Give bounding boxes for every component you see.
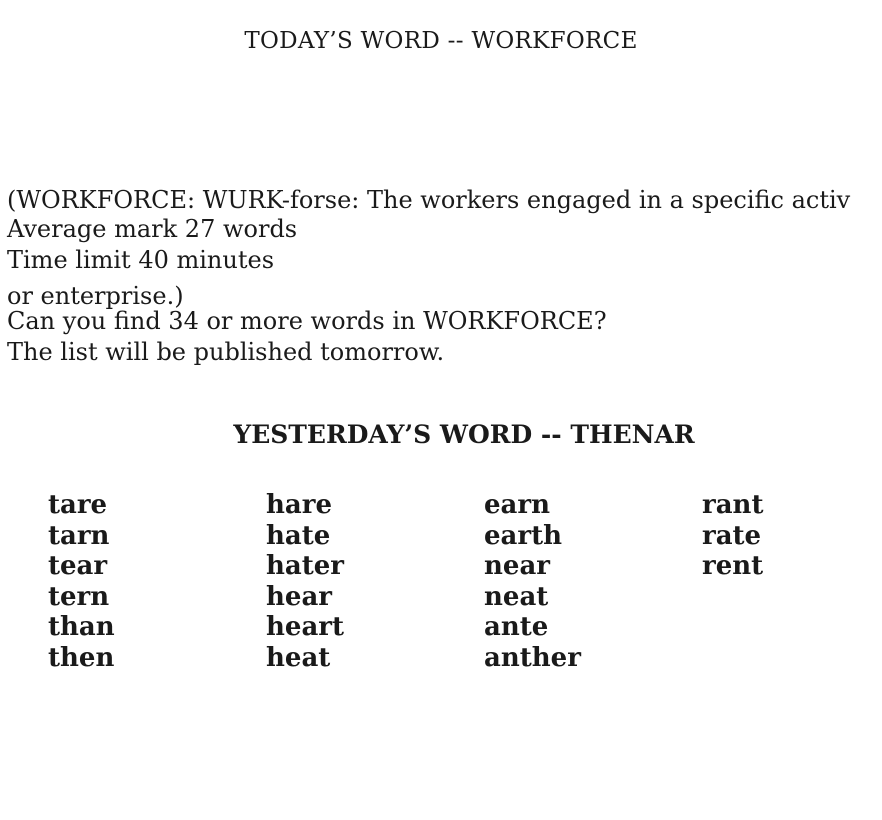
- word-list-item: hate: [266, 520, 331, 551]
- challenge-line-2: The list will be published tomorrow.: [7, 338, 445, 366]
- average-mark: Average mark 27 words: [7, 215, 298, 243]
- definition-line-1: (WORKFORCE: WURK-forse: The workers engaged in a specific activ: [7, 186, 851, 214]
- word-list-item: hear: [266, 581, 332, 612]
- word-list-column-1: [48, 490, 115, 673]
- word-list-item: tear: [48, 551, 108, 581]
- word-list-item: tarn: [48, 520, 110, 551]
- puzzle-stats: [7, 214, 297, 276]
- challenge-text: [7, 306, 607, 368]
- word-list-item: earth: [484, 520, 562, 551]
- definition-line-2: or enterprise.): [7, 282, 184, 310]
- word-list-item: rent: [702, 551, 764, 581]
- word-list-item: than: [48, 612, 115, 642]
- word-list-item: then: [48, 642, 115, 673]
- word-list-item: rate: [702, 520, 762, 551]
- word-list-item: tern: [48, 581, 110, 612]
- word-list-item: hater: [266, 551, 344, 581]
- word-list-item: near: [484, 551, 550, 581]
- time-limit: Time limit 40 minutes: [7, 246, 275, 274]
- word-list-column-3: [484, 490, 581, 673]
- word-list-item: anther: [484, 642, 581, 673]
- word-list-item: tare: [48, 490, 108, 520]
- word-list-item: rant: [702, 490, 764, 520]
- yesterdays-word-title: YESTERDAY’S WORD -- THENAR: [233, 420, 695, 449]
- word-list-item: heart: [266, 612, 344, 642]
- word-list-column-2: [266, 490, 344, 673]
- todays-word-title: TODAY’S WORD -- WORKFORCE: [244, 28, 638, 54]
- word-list-item: hare: [266, 490, 332, 520]
- word-list-item: heat: [266, 642, 331, 673]
- challenge-line-1: Can you find 34 or more words in WORKFORCE?: [7, 307, 607, 335]
- word-list-item: neat: [484, 581, 549, 612]
- word-list-item: earn: [484, 490, 550, 520]
- word-list-column-4: [702, 490, 763, 582]
- word-list-item: ante: [484, 612, 549, 642]
